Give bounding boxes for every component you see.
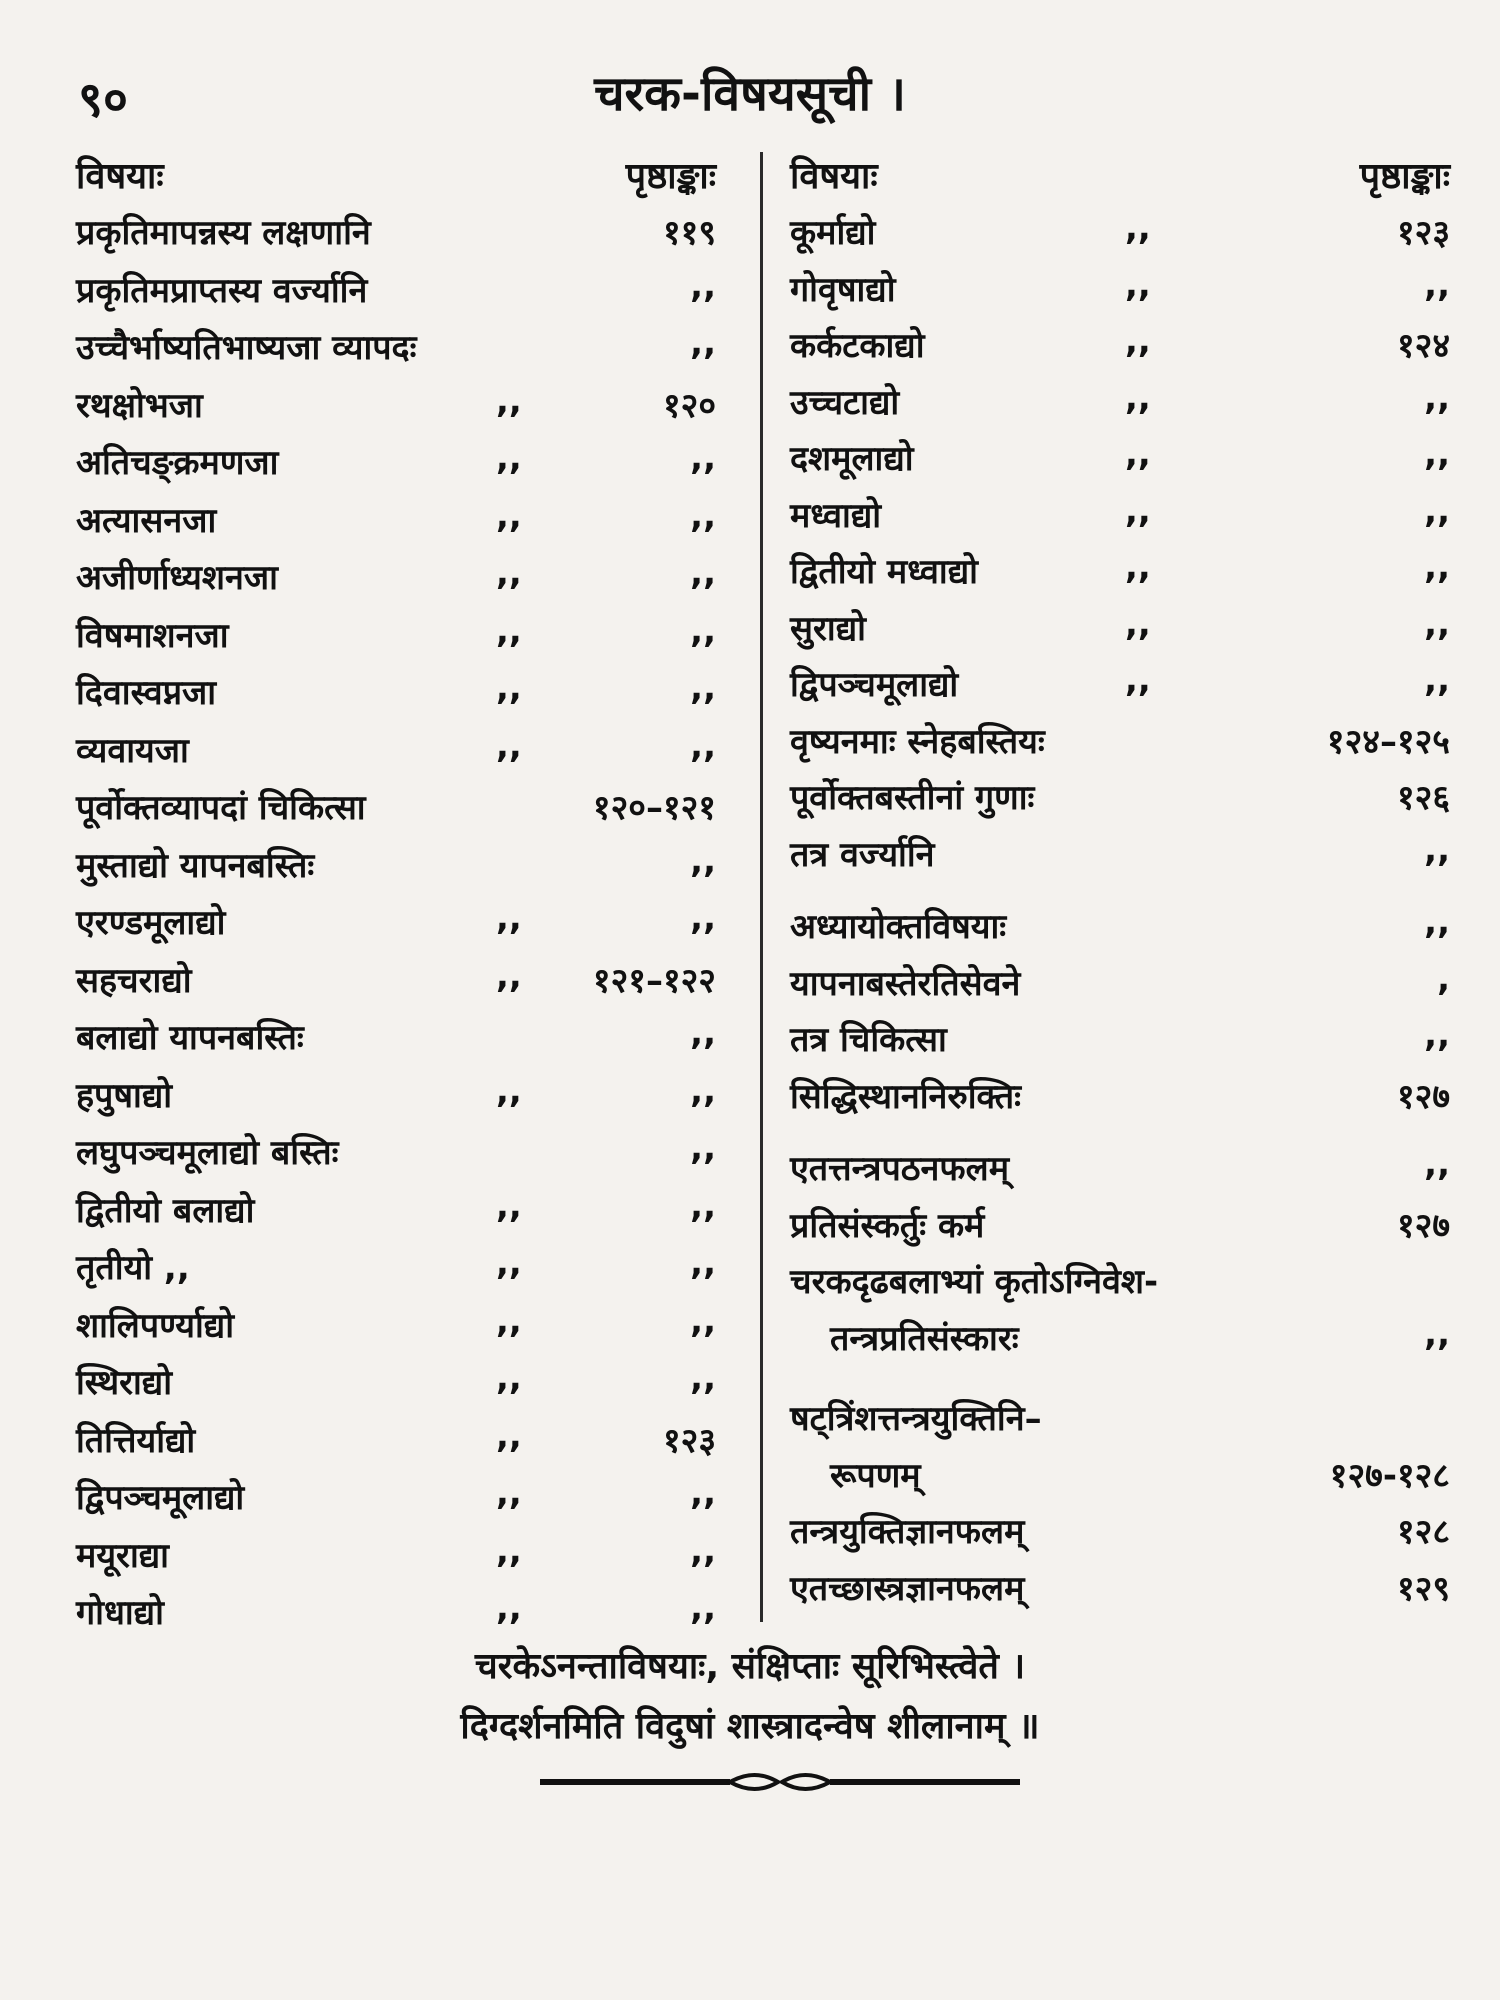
index-row: [790, 547, 1450, 597]
index-row: [76, 898, 716, 948]
index-row: [76, 668, 716, 718]
topic-text: तत्र वर्ज्यानि: [790, 834, 935, 875]
topic-text: द्विपञ्चमूलाद्यो: [76, 1478, 245, 1518]
topic-text: गोधाद्यो: [76, 1593, 164, 1633]
page-ref: ,,: [690, 553, 716, 593]
topic-text: अत्यासनजा: [76, 500, 217, 541]
page-ref: १२३: [1396, 213, 1450, 253]
topic-text: अजीर्णाध्यशनजा: [76, 558, 278, 598]
page-header: पृष्ठाङ्काः: [1359, 156, 1450, 197]
ditto-mark: ,,: [1125, 603, 1151, 644]
page-ref: ,,: [690, 840, 716, 881]
topic-text: तन्त्रयुक्तिज्ञानफलम्: [790, 1512, 1025, 1552]
ditto-mark: ,,: [496, 495, 522, 536]
topic-text: स्थिराद्यो: [76, 1363, 173, 1403]
index-row: [76, 323, 716, 373]
page-ref: ,,: [690, 1300, 716, 1341]
ditto-mark: ,,: [1125, 490, 1151, 531]
index-row: [76, 553, 716, 603]
topic-text: द्वितीयो मध्वाद्यो: [790, 552, 978, 592]
index-row: [76, 611, 716, 661]
page-ref: ,,: [1424, 902, 1450, 942]
ditto-mark: ,,: [496, 1473, 522, 1513]
index-row: [76, 1358, 716, 1408]
page-ref: ,,: [690, 265, 716, 306]
page-ref: ,,: [1424, 660, 1450, 700]
page-ref: १२७: [1396, 1205, 1450, 1246]
ditto-mark: ,,: [1125, 547, 1151, 587]
topic-text: सहचराद्यो: [76, 960, 192, 1001]
ditto-mark: ,,: [496, 668, 522, 708]
index-row: [76, 1071, 716, 1121]
index-row: [790, 717, 1450, 767]
ditto-mark: ,,: [496, 1185, 522, 1226]
index-row: [790, 1451, 1450, 1501]
index-row: [76, 783, 716, 833]
page-ref: १२१–१२२: [592, 960, 716, 1001]
page-ref: ,,: [690, 495, 716, 536]
topic-text: अतिचङ्क्रमणजा: [76, 443, 279, 483]
topic-text: द्वितीयो बलाद्यो: [76, 1190, 255, 1231]
topic-text: लघुपञ्चमूलाद्यो बस्तिः: [76, 1133, 339, 1173]
ditto-mark: ,,: [496, 955, 522, 996]
topic-text: दशमूलाद्यो: [790, 439, 914, 479]
topic-text: रूपणम्: [830, 1455, 921, 1496]
topic-text: शालिपर्ण्याद्यो: [76, 1305, 234, 1346]
index-row: [76, 1243, 716, 1293]
ditto-mark: ,,: [496, 1300, 522, 1341]
right-column-header: [790, 150, 1450, 202]
ditto-mark: ,,: [496, 1588, 522, 1628]
topic-text: चरकदृढबलाभ्यां कृतोऽग्निवेश-: [790, 1262, 1159, 1302]
index-row: [790, 1507, 1450, 1557]
page-ref: ,,: [690, 438, 716, 478]
index-row: [790, 1394, 1450, 1444]
index-row: [76, 1416, 716, 1466]
index-row: [76, 496, 716, 546]
index-row: [790, 604, 1450, 654]
page-ref: ,,: [690, 898, 716, 938]
page-ref: ,,: [1424, 603, 1450, 644]
ditto-mark: ,,: [1125, 377, 1151, 418]
page-ref: १२९: [1396, 1568, 1450, 1609]
index-row: [790, 208, 1450, 258]
topic-text: उच्चैर्भाष्यतिभाष्यजा व्यापदः: [76, 328, 417, 368]
page-ref: १२६: [1396, 778, 1450, 818]
topic-text: सुराद्यो: [790, 608, 866, 649]
ditto-mark: ,,: [1125, 264, 1151, 305]
index-row: [790, 830, 1450, 880]
end-ornament: [540, 1762, 1020, 1802]
index-row: [790, 1314, 1450, 1364]
index-row: [76, 1473, 716, 1523]
index-row: [790, 434, 1450, 484]
topic-text: रथक्षोभजा: [76, 385, 203, 426]
index-row: [76, 956, 716, 1006]
topic-text: सिद्धिस्थाननिरुक्तिः: [790, 1076, 1021, 1117]
index-row: [76, 1128, 716, 1178]
index-row: [76, 1531, 716, 1581]
index-row: [790, 1564, 1450, 1614]
index-row: [790, 1201, 1450, 1251]
topic-text: पूर्वोक्तव्यापदां चिकित्सा: [76, 788, 366, 828]
ditto-mark: ,,: [1125, 660, 1151, 700]
page-ref: ,,: [690, 668, 716, 708]
page-ref: ,,: [1424, 1144, 1450, 1184]
index-row: [790, 773, 1450, 823]
page-ref: ,,: [690, 1588, 716, 1628]
page-ref: ,,: [690, 1358, 716, 1398]
topic-text: तन्त्रप्रतिसंस्कारः: [830, 1318, 1019, 1359]
page-ref: १२८: [1396, 1512, 1450, 1552]
topic-text: द्विपञ्चमूलाद्यो: [790, 665, 959, 705]
page-ref: ,,: [690, 1128, 716, 1168]
topic-text: कूर्माद्यो: [790, 213, 876, 253]
ditto-mark: ,,: [1125, 208, 1151, 248]
ditto-mark: ,,: [496, 1243, 522, 1283]
topic-text: एतच्छास्त्रज्ञानफलम्: [790, 1568, 1025, 1609]
ditto-mark: ,,: [496, 1358, 522, 1398]
page-ref: १२७-१२८: [1329, 1455, 1450, 1496]
topic-text: पूर्वोक्तबस्तीनां गुणाः: [790, 778, 1035, 818]
topic-text: मयूराद्या: [76, 1535, 169, 1576]
page-ref: ,,: [1424, 829, 1450, 870]
page-ref: १२४–१२५: [1326, 721, 1450, 762]
topic-text: व्यवायजा: [76, 730, 189, 771]
index-row: [76, 841, 716, 891]
page-ref: ,,: [690, 323, 716, 363]
topic-text: उच्चटाद्यो: [790, 382, 900, 423]
topic-text: हपुषाद्यो: [76, 1075, 173, 1116]
page-ref: ,,: [1424, 547, 1450, 587]
topic-text: तत्र चिकित्सा: [790, 1020, 947, 1060]
page-ref: ,,: [690, 1473, 716, 1513]
topic-text: बलाद्यो यापनबस्तिः: [76, 1018, 304, 1058]
topic-text: तित्तिर्याद्यो: [76, 1420, 196, 1461]
index-row: [790, 1072, 1450, 1122]
index-row: [790, 491, 1450, 541]
page-ref: ,,: [690, 1013, 716, 1053]
index-row: [76, 208, 716, 258]
topic-text: मध्वाद्यो: [790, 495, 882, 536]
topic-text: यापनाबस्तेरतिसेवने: [790, 963, 1021, 1004]
page-ref: ,,: [1424, 377, 1450, 418]
ditto-mark: ,,: [496, 553, 522, 593]
topic-text: प्रकृतिमापन्नस्य लक्षणानि: [76, 213, 371, 253]
page-ref: ११९: [662, 213, 716, 253]
ditto-mark: ,,: [496, 1415, 522, 1456]
ditto-mark: ,,: [496, 438, 522, 478]
index-row: [790, 1257, 1450, 1307]
index-row: [76, 1301, 716, 1351]
page-ref: ,,: [1424, 434, 1450, 474]
page-ref: १२३: [662, 1420, 716, 1461]
index-row: [790, 378, 1450, 428]
page-ref: ,,: [690, 1530, 716, 1571]
page-ref: ,,: [1424, 1313, 1450, 1354]
page-ref: ,,: [690, 725, 716, 766]
closing-verse-line-2: दिग्दर्शनमिति विदुषां शास्त्रादन्वेष शीलानाम् ॥: [460, 1706, 1040, 1747]
page-ref: ,,: [690, 1070, 716, 1111]
page-header: पृष्ठाङ्काः: [625, 156, 716, 197]
topic-text: अध्यायोक्तविषयाः: [790, 907, 1007, 947]
page-ref: ,,: [690, 1243, 716, 1283]
topic-text: विषमाशनजा: [76, 615, 229, 656]
topic-text: गोवृषाद्यो: [790, 269, 896, 310]
column-divider: [760, 152, 763, 1622]
topic-text: षट्त्रिंशत्तन्त्रयुक्तिनि–: [790, 1399, 1042, 1439]
index-row: [76, 266, 716, 316]
topic-text: कर्कटकाद्यो: [790, 326, 925, 366]
ditto-mark: ,,: [496, 725, 522, 766]
index-row: [76, 1013, 716, 1063]
page-ref: ,,: [690, 1185, 716, 1226]
index-row: [76, 1186, 716, 1236]
topic-header: विषयाः: [790, 156, 878, 197]
topic-text: तृतीयो ,,: [76, 1248, 190, 1288]
index-row: [790, 1144, 1450, 1194]
page-ref: ,,: [690, 610, 716, 651]
ditto-mark: ,,: [496, 380, 522, 421]
index-row: [76, 438, 716, 488]
page-ref: ,,: [1424, 1015, 1450, 1055]
page-title: चरक-विषयसूची ।: [594, 66, 906, 122]
page-ref: ,,: [1424, 264, 1450, 305]
topic-text: एतत्तन्त्रपठनफलम्: [790, 1149, 1010, 1189]
index-row: [76, 1588, 716, 1638]
ditto-mark: ,,: [1125, 321, 1151, 361]
topic-text: प्रतिसंस्कर्तुः कर्म: [790, 1205, 985, 1246]
topic-text: दिवास्वप्नजा: [76, 673, 217, 713]
topic-text: मुस्ताद्यो यापनबस्तिः: [76, 845, 315, 886]
index-row: [790, 902, 1450, 952]
ditto-mark: ,,: [496, 1070, 522, 1111]
index-row: [790, 321, 1450, 371]
page-ref: ,: [1437, 958, 1450, 999]
left-column-header: [76, 150, 716, 202]
page-ref: १२०: [662, 385, 716, 426]
ditto-mark: ,,: [496, 898, 522, 938]
page-ref: १२४: [1396, 326, 1450, 366]
index-row: [790, 959, 1450, 1009]
index-row: [790, 265, 1450, 315]
page-number: ९०: [78, 72, 128, 128]
index-row: [76, 726, 716, 776]
topic-text: वृष्यनमाः स्नेहबस्तियः: [790, 721, 1045, 762]
index-row: [790, 1015, 1450, 1065]
ditto-mark: ,,: [496, 610, 522, 651]
ditto-mark: ,,: [496, 1530, 522, 1571]
index-row: [76, 381, 716, 431]
closing-verse-line-1: चरकेऽनन्ताविषयाः, संक्षिप्ताः सूरिभिस्त्वेते ।: [474, 1646, 1026, 1687]
page-ref: १२७: [1396, 1076, 1450, 1117]
topic-text: एरण्डमूलाद्यो: [76, 903, 226, 943]
topic-text: प्रकृतिमप्राप्तस्य वर्ज्यानि: [76, 270, 368, 311]
ditto-mark: ,,: [1125, 434, 1151, 474]
page-ref: ,,: [1424, 490, 1450, 531]
index-row: [790, 660, 1450, 710]
topic-header: विषयाः: [76, 156, 164, 197]
page-ref: १२०–१२१: [592, 788, 716, 828]
